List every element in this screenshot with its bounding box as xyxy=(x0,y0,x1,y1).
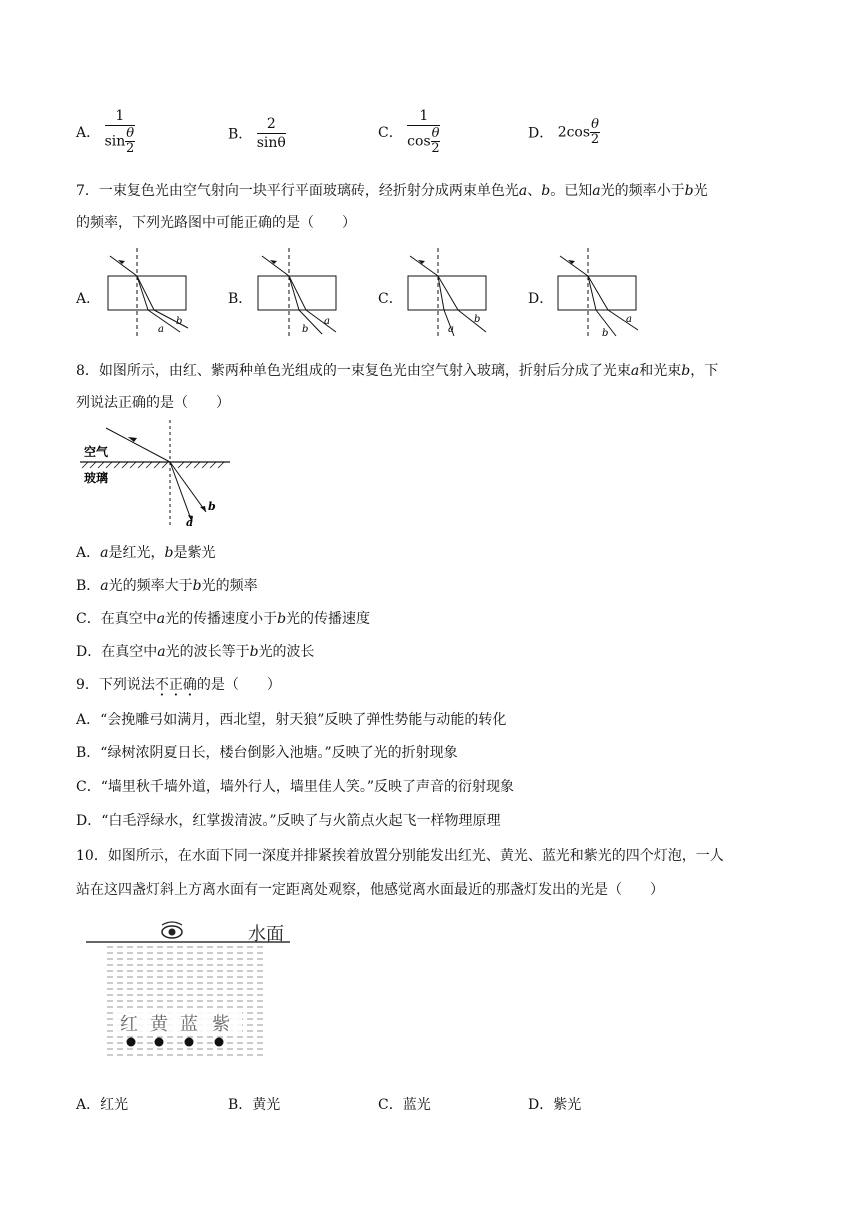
svg-text:紫: 紫 xyxy=(212,1014,230,1035)
q8-option-c: C．在真空中a光的传播速度小于b光的传播速度 xyxy=(76,611,371,627)
q6-option-b: B． $\frac{2}{\sin\theta}$ xyxy=(228,116,286,151)
q8-stem-line2: 列说法正确的是（ ） xyxy=(76,395,230,411)
lamp-yellow xyxy=(155,1038,164,1047)
svg-text:a: a xyxy=(448,324,454,335)
svg-text:b: b xyxy=(176,316,183,327)
svg-text:玻璃: 玻璃 xyxy=(84,471,109,485)
lamp-blue xyxy=(185,1038,194,1047)
q7-option-b-label: B． xyxy=(228,291,253,307)
q10-diagram xyxy=(86,920,292,1066)
q10-option-a: A．红光 xyxy=(76,1097,129,1113)
svg-text:蓝: 蓝 xyxy=(180,1014,198,1035)
q7-diagram-c xyxy=(402,248,502,340)
svg-text:黄: 黄 xyxy=(150,1014,168,1035)
q10-option-c: C．蓝光 xyxy=(378,1097,431,1113)
svg-text:b: b xyxy=(208,500,216,513)
q9-option-d: D．“白毛浮绿水，红掌拨清波。”反映了与火箭点火起飞一样物理原理 xyxy=(76,813,501,829)
q6-a-fraction: 1 sin $\frac{\theta}{2}$ xyxy=(104,108,135,156)
q9-stem: 9．下列说法不正确的是（ ） xyxy=(76,677,281,693)
svg-text:b: b xyxy=(474,314,481,325)
q7-stem-line1: 7．一束复色光由空气射向一块平行平面玻璃砖，经折射分成两束单色光a、b。已知a光的频率小于b光 xyxy=(76,183,708,199)
q8-stem-line1: 8．如图所示，由红、紫两种单色光组成的一束复色光由空气射入玻璃，折射后分成了光束a和光束b，下 xyxy=(76,363,719,379)
q10-stem-line2: 站在这四盏灯斜上方离水面有一定距离处观察，他感觉离水面最近的那盏灯发出的光是（ ） xyxy=(76,882,664,898)
q7-option-c-label: C． xyxy=(378,291,403,307)
q6-option-a: A． 1 sin $\frac{\theta}{2}$ xyxy=(76,108,135,156)
q8-diagram xyxy=(80,418,240,530)
svg-text:b: b xyxy=(602,328,609,339)
q7-option-d-label: D． xyxy=(528,291,554,307)
eye-icon xyxy=(162,922,182,938)
svg-text:a: a xyxy=(324,316,330,327)
svg-text:水面: 水面 xyxy=(248,924,284,945)
svg-text:a: a xyxy=(186,516,194,529)
q9-option-a: A．“会挽雕弓如满月，西北望，射天狼”反映了弹性势能与动能的转化 xyxy=(76,712,507,728)
svg-text:空气: 空气 xyxy=(84,445,109,459)
q7-diagram-b xyxy=(252,248,352,340)
svg-text:a: a xyxy=(626,314,632,325)
q8-option-d: D．在真空中a光的波长等于b光的波长 xyxy=(76,644,315,660)
q6-b-fraction: $\frac{2}{\sin\theta}$ xyxy=(256,116,286,151)
q7-diagram-a xyxy=(100,248,200,340)
q10-option-b: B．黄光 xyxy=(228,1097,281,1113)
lamp-red xyxy=(127,1038,136,1047)
q7-option-a-label: A． xyxy=(76,291,101,307)
q9-option-c: C．“墙里秋千墙外道，墙外行人，墙里佳人笑。”反映了声音的衍射现象 xyxy=(76,779,515,795)
svg-text:a: a xyxy=(158,324,164,335)
q8-option-a: A．a是红光，b是紫光 xyxy=(76,545,216,561)
svg-text:红: 红 xyxy=(120,1014,138,1035)
q6-option-c: C． 1 cos $\frac{\theta}{2}$ xyxy=(378,108,440,156)
q7-stem-line2: 的频率，下列光路图中可能正确的是（ ） xyxy=(76,215,356,231)
q9-option-b: B．“绿树浓阴夏日长，楼台倒影入池塘。”反映了光的折射现象 xyxy=(76,745,458,761)
svg-text:b: b xyxy=(302,324,309,335)
q7-diagram-d xyxy=(552,248,652,340)
lamp-purple xyxy=(215,1038,224,1047)
q8-option-b: B．a光的频率大于b光的频率 xyxy=(76,578,258,594)
q10-option-d: D．紫光 xyxy=(528,1097,582,1113)
q10-stem-line1: 10．如图所示，在水面下同一深度并排紧挨着放置分别能发出红光、黄光、蓝光和紫光的四个灯泡，一人 xyxy=(76,848,724,864)
q6-c-fraction: 1 cos $\frac{\theta}{2}$ xyxy=(407,108,440,156)
q6-option-d: D． 2cos $\frac{\theta}{2}$ xyxy=(528,117,600,147)
